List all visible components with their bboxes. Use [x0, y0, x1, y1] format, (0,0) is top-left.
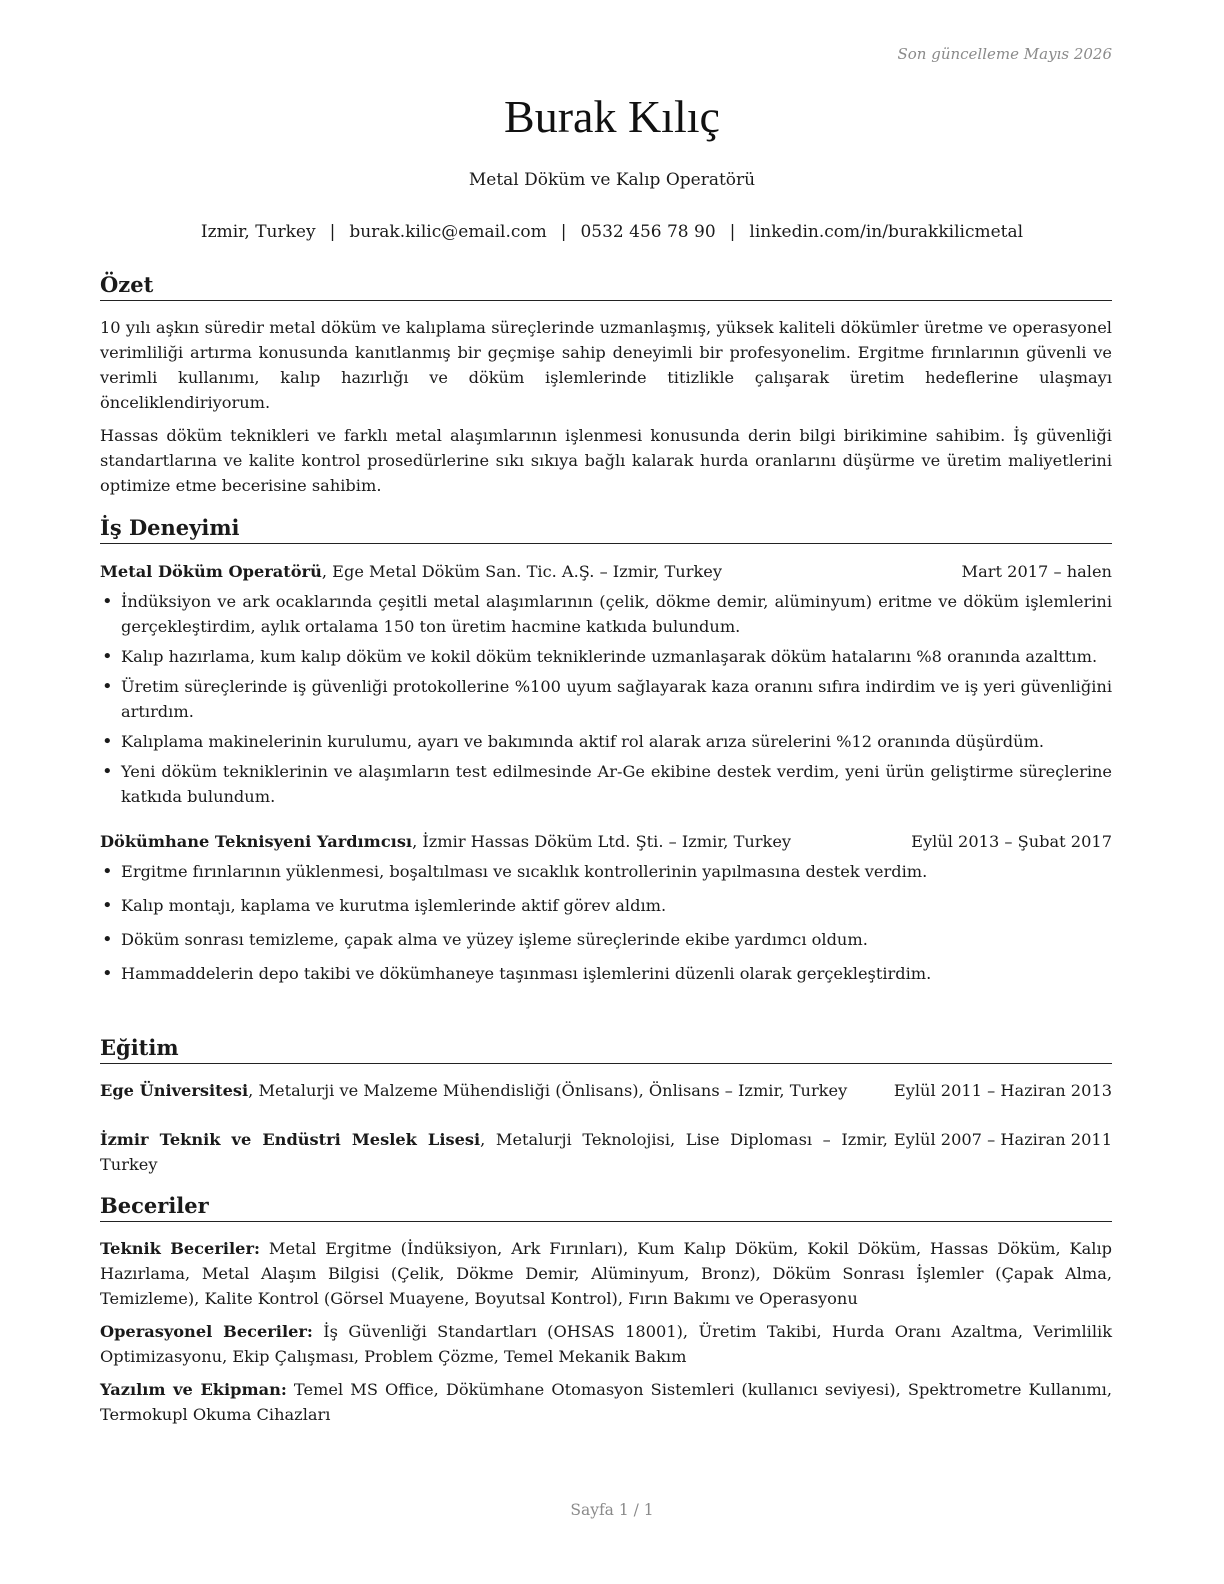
job-bullet: • Yeni döküm tekniklerinin ve alaşımların test edilmesinde Ar-Ge ekibine destek verdim, yeni ürün geliştirme süreçlerine katkıda bulundum. — [100, 759, 1112, 809]
summary-section — [100, 271, 1112, 498]
education-detail: , Metalurji ve Malzeme Mühendisliği (Önlisans), Önlisans – Izmir, Turkey — [248, 1081, 848, 1100]
job-bullet: • Kalıp montajı, kaplama ve kurutma işlemlerinde aktif görev aldım. — [100, 893, 1112, 918]
candidate-name: Burak Kılıç — [504, 91, 720, 142]
skill-group-label: Operasyonel Beceriler: — [100, 1322, 313, 1341]
contact-email[interactable]: burak.kilic@email.com — [349, 222, 547, 242]
education-entry — [100, 1078, 1112, 1103]
contact-phone[interactable]: 0532 456 78 90 — [580, 222, 716, 242]
summary-paragraph: 10 yılı aşkın süredir metal döküm ve kalıplama süreçlerinde uzmanlaşmış, yüksek kaliteli dökümler üretme ve operasyonel verimliliği artırma konusunda kanıtlanmış bir geçmişe sahip deneyimli bir profesyonelim. Ergitme fırınlarının güvenli ve verimli kullanımı, kalıp hazırlığı ve döküm işlemlerinde titizlikle çalışarak üretim hedeflerine ulaşmayı önceliklendiriyorum. — [100, 318, 1112, 412]
section-title-experience: İş Deneyimi — [100, 514, 1112, 544]
job-dates: Mart 2017 – halen — [961, 562, 1112, 581]
job-organization: , İzmir Hassas Döküm Ltd. Şti. – Izmir, Turkey — [412, 832, 792, 851]
job-bullet: • Kalıp hazırlama, kum kalıp döküm ve kokil döküm tekniklerinde uzmanlaşarak döküm hatalarını %8 oranında azalttım. — [100, 644, 1112, 669]
separator: | — [329, 222, 336, 242]
summary-paragraph: Hassas döküm teknikleri ve farklı metal alaşımlarının işlenmesi konusunda derin bilgi birikimine sahibim. İş güvenliği standartlarına ve kalite kontrol prosedürlerine sıkı sıkıya bağlı kalarak hurda oranlarını düşürme ve üretim maliyetlerini optimize etme becerisine sahibim. — [100, 426, 1112, 495]
education-dates: Eylül 2011 – Haziran 2013 — [893, 1081, 1112, 1100]
job-bullets — [100, 589, 1112, 809]
last-updated: Son güncelleme Mayıs 2026 — [897, 45, 1112, 63]
job-header — [100, 829, 1112, 854]
job-bullet: • Kalıplama makinelerinin kurulumu, ayarı ve bakımında aktif rol alarak arıza sürelerini %12 oranında düşürdüm. — [100, 729, 1112, 754]
contact-location: Izmir, Turkey — [200, 222, 316, 242]
school-name: İzmir Teknik ve Endüstri Meslek Lisesi — [100, 1130, 481, 1149]
job-bullets — [100, 859, 1112, 986]
skill-group — [100, 1319, 1112, 1369]
skill-group-label: Teknik Beceriler: — [100, 1239, 260, 1258]
job-bullet: • Döküm sonrası temizleme, çapak alma ve yüzey işleme süreçlerinde ekibe yardımcı oldum. — [100, 927, 1112, 952]
skill-group-text: Metal Ergitme (İndüksiyon, Ark Fırınları), Kum Kalıp Döküm, Kokil Döküm, Hassas Döküm, Kalıp Hazırlama, Metal Alaşım Bilgisi (Çelik, Dökme Demir, Alüminyum, Bronz), Döküm Sonrası İşlemler (Çapak Alma, Temizleme), Kalite Kontrol (Görsel Muayene, Boyutsal Kontrol), Fırın Bakımı ve Operasyonu — [100, 1239, 1112, 1308]
job-bullet: • İndüksiyon ve ark ocaklarında çeşitli metal alaşımlarının (çelik, dökme demir, alüminyum) eritme ve döküm işlemlerini gerçekleştirdim, aylık ortalama 150 ton üretim hacmine katkıda bulundum. — [100, 589, 1112, 639]
section-title-education: Eğitim — [100, 1034, 1112, 1064]
job-title: Dökümhane Teknisyeni Yardımcısı — [100, 832, 413, 851]
section-title-skills: Beceriler — [100, 1192, 1112, 1222]
job-entry — [100, 559, 1112, 809]
job-organization: , Ege Metal Döküm San. Tic. A.Ş. – Izmir, Turkey — [321, 562, 723, 581]
section-title-summary: Özet — [100, 271, 1112, 301]
education-dates: Eylül 2007 – Haziran 2011 — [893, 1130, 1112, 1149]
headline: Metal Döküm ve Kalıp Operatörü — [468, 170, 756, 190]
skills-section — [100, 1192, 1112, 1427]
page-number: Sayfa 1 / 1 — [570, 1501, 654, 1519]
school-name: Ege Üniversitesi — [100, 1081, 249, 1100]
job-entry — [100, 829, 1112, 986]
skill-group-text: Temel MS Office, Dökümhane Otomasyon Sistemleri (kullanıcı seviyesi), Spektrometre Kullanımı, Termokupl Okuma Cihazları — [100, 1380, 1112, 1424]
separator: | — [729, 222, 736, 242]
job-bullet: • Hammaddelerin depo takibi ve dökümhaneye taşınması işlemlerini düzenli olarak gerçekleştirdim. — [100, 961, 1112, 986]
job-bullet: • Ergitme fırınlarının yüklenmesi, boşaltılması ve sıcaklık kontrollerinin yapılmasına destek verdim. — [100, 859, 1112, 884]
job-header — [100, 559, 1112, 584]
contact-line — [0, 220, 1224, 244]
separator: | — [560, 222, 567, 242]
education-section — [100, 1034, 1112, 1177]
job-title: Metal Döküm Operatörü — [100, 562, 322, 581]
education-entry — [100, 1127, 1112, 1177]
job-bullet: • Üretim süreçlerinde iş güvenliği protokollerine %100 uyum sağlayarak kaza oranını sıfıra indirdim ve iş yeri güvenliğini artırdım. — [100, 674, 1112, 724]
skill-group — [100, 1377, 1112, 1427]
job-dates: Eylül 2013 – Şubat 2017 — [911, 832, 1112, 851]
skill-group-text: İş Güvenliği Standartları (OHSAS 18001), Üretim Takibi, Hurda Oranı Azaltma, Verimlilik Optimizasyonu, Ekip Çalışması, Problem Çözme, Temel Mekanik Bakım — [100, 1322, 1112, 1366]
contact-linkedin[interactable]: linkedin.com/in/burakkilicmetal — [749, 222, 1024, 242]
education-detail: , Metalurji Teknolojisi, Lise Diploması – Izmir, Turkey — [100, 1130, 888, 1174]
skill-group-label: Yazılım ve Ekipman: — [100, 1380, 287, 1399]
skill-group — [100, 1236, 1112, 1311]
experience-section — [100, 514, 1112, 986]
